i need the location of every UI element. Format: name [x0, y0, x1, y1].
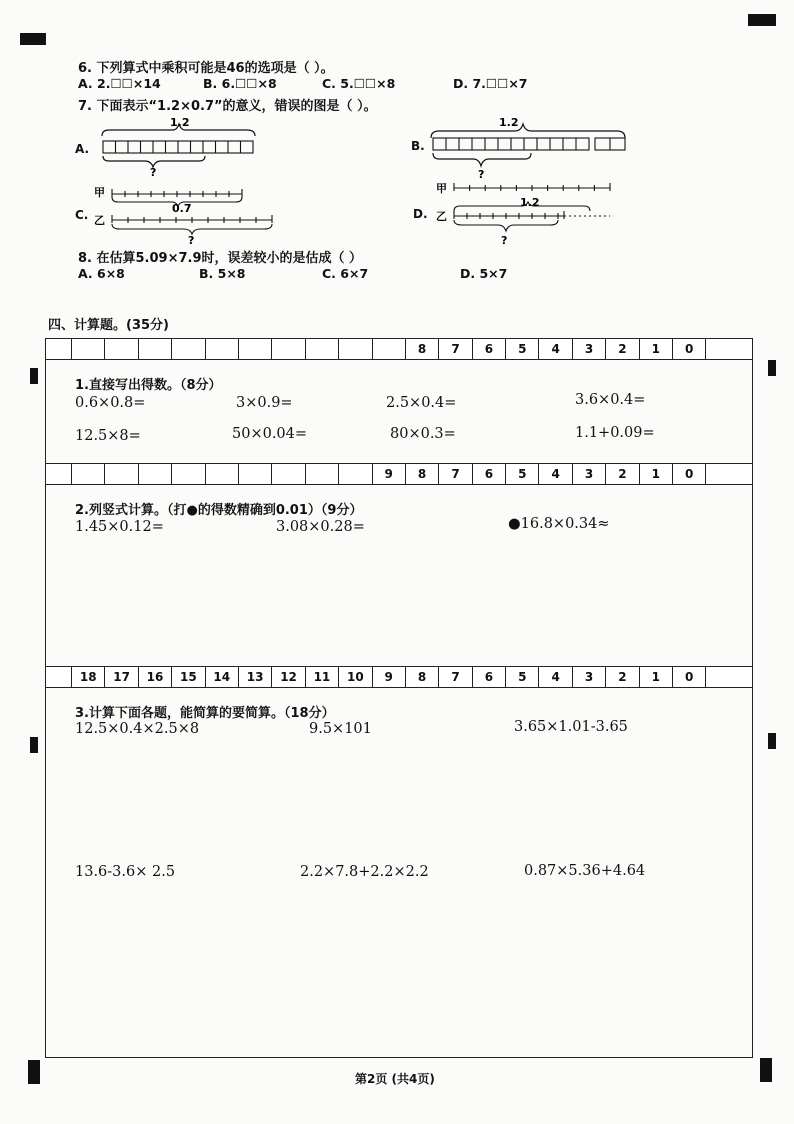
diagram-d	[434, 178, 624, 246]
score-cell[interactable]: 7	[439, 339, 472, 359]
diagram-c-line-jia	[112, 189, 242, 197]
score-cell[interactable]: 4	[539, 667, 572, 687]
score-cell[interactable]: 0	[673, 464, 706, 484]
part-3-expr-5: 2.2×7.8+2.2×2.2	[300, 864, 429, 880]
score-cell[interactable]	[706, 464, 739, 484]
registration-mark	[30, 737, 38, 753]
score-cell[interactable]	[339, 339, 372, 359]
score-cell[interactable]: 17	[105, 667, 138, 687]
part-1-expr-1: 0.6×0.8=	[75, 395, 146, 411]
diagram-b-units	[433, 138, 625, 150]
score-cell[interactable]: 8	[406, 464, 439, 484]
question-6-option-a: A. 2.☐☐×14	[78, 76, 161, 91]
diagram-d-line-jia	[454, 183, 610, 191]
part-1-expr-5: 12.5×8=	[75, 428, 141, 444]
question-6-option-b: B. 6.☐☐×8	[203, 76, 277, 91]
score-cell[interactable]: 7	[439, 464, 472, 484]
score-cell[interactable]: 16	[139, 667, 172, 687]
registration-mark	[768, 733, 776, 749]
diagram-c-yi-label: 乙	[94, 214, 105, 227]
score-cell[interactable]: 5	[506, 339, 539, 359]
diagram-d-mid-label: 1.2	[520, 196, 540, 209]
score-row-part-1	[46, 338, 752, 360]
score-cell[interactable]: 10	[339, 667, 372, 687]
score-cell[interactable]: 7	[439, 667, 472, 687]
score-cell[interactable]: 8	[406, 339, 439, 359]
section-4-title: 四、计算题。(35分)	[48, 318, 169, 333]
score-cell[interactable]	[206, 464, 239, 484]
diagram-a-top-label: 1.2	[170, 116, 190, 129]
diagram-b-top-label: 1.2	[499, 116, 519, 129]
score-cell[interactable]	[339, 464, 372, 484]
score-cell[interactable]	[306, 464, 339, 484]
score-cell[interactable]: 9	[373, 667, 406, 687]
question-6-option-d: D. 7.☐☐×7	[453, 76, 528, 91]
score-cell[interactable]	[72, 464, 105, 484]
diagram-c-jia-label: 甲	[94, 186, 105, 199]
question-6-stem: 6. 下列算式中乘积可能是46的选项是（ ）。	[78, 61, 334, 76]
diagram-c	[92, 182, 282, 246]
registration-mark	[30, 368, 38, 384]
score-cell[interactable]: 6	[473, 464, 506, 484]
score-cell[interactable]: 3	[573, 464, 606, 484]
part-3-expr-2: 9.5×101	[309, 721, 372, 737]
score-row-part-3	[46, 666, 752, 688]
diagram-a-units	[103, 141, 253, 153]
question-6-option-c: C. 5.☐☐×8	[322, 76, 396, 91]
registration-mark	[748, 14, 776, 26]
score-cell[interactable]	[706, 339, 739, 359]
part-1-expr-2: 3×0.9=	[236, 395, 293, 411]
option-c-label: C.	[75, 208, 89, 222]
score-cell[interactable]: 3	[573, 339, 606, 359]
score-cell[interactable]: 4	[539, 339, 572, 359]
option-b-label: B.	[411, 139, 425, 153]
score-cell[interactable]	[706, 667, 739, 687]
question-8-option-c: C. 6×7	[322, 266, 369, 281]
diagram-b	[427, 112, 637, 178]
question-8-option-d: D. 5×7	[460, 266, 508, 281]
score-cell[interactable]	[239, 339, 272, 359]
score-cell[interactable]	[105, 339, 138, 359]
score-cell[interactable]	[105, 464, 138, 484]
score-cell[interactable]	[46, 464, 72, 484]
page-number: 第2页 (共4页)	[355, 1072, 435, 1086]
score-cell[interactable]	[206, 339, 239, 359]
part-3-expr-6: 0.87×5.36+4.64	[524, 863, 646, 879]
score-cell[interactable]: 5	[506, 464, 539, 484]
part-1-expr-3: 2.5×0.4=	[386, 395, 457, 411]
question-8-option-b: B. 5×8	[199, 266, 246, 281]
registration-mark	[20, 33, 46, 45]
diagram-b-bottom-label: ?	[478, 168, 485, 178]
score-cell[interactable]: 2	[606, 339, 639, 359]
score-cell[interactable]: 4	[539, 464, 572, 484]
score-cell[interactable]	[373, 339, 406, 359]
score-cell[interactable]	[272, 339, 305, 359]
score-cell[interactable]: 1	[640, 667, 673, 687]
diagram-d-bottom-label: ?	[501, 234, 508, 246]
score-cell[interactable]: 0	[673, 667, 706, 687]
diagram-c-mid-label: 0.7	[172, 202, 192, 215]
part-3-title: 3.计算下面各题，能简算的要简算。（18分）	[75, 706, 335, 721]
question-8-option-a: A. 6×8	[78, 266, 125, 281]
score-row-part-2	[46, 463, 752, 485]
diagram-d-line-yi	[454, 211, 610, 219]
diagram-a	[95, 114, 265, 176]
score-cell[interactable]	[46, 667, 72, 687]
part-3-expr-4: 13.6-3.6× 2.5	[75, 864, 176, 880]
part-1-expr-4: 3.6×0.4=	[575, 392, 646, 408]
part-2-title: 2.列竖式计算。（打●的得数精确到0.01）（9分）	[75, 503, 363, 518]
part-3-expr-3: 3.65×1.01-3.65	[514, 719, 628, 735]
calculation-frame	[45, 338, 753, 1058]
option-a-label: A.	[75, 142, 90, 156]
score-cell[interactable]	[72, 339, 105, 359]
part-1-expr-8: 1.1+0.09=	[575, 425, 655, 441]
score-cell[interactable]: 6	[473, 339, 506, 359]
score-cell[interactable]: 6	[473, 667, 506, 687]
diagram-d-jia-label: 甲	[436, 182, 447, 195]
score-cell[interactable]: 18	[72, 667, 105, 687]
part-2-expr-1: 1.45×0.12=	[75, 519, 164, 535]
score-cell[interactable]: 15	[172, 667, 205, 687]
part-2-expr-2: 3.08×0.28=	[276, 519, 365, 535]
score-cell[interactable]: 12	[272, 667, 305, 687]
part-1-expr-6: 50×0.04=	[232, 426, 308, 442]
registration-mark	[28, 1060, 40, 1084]
diagram-c-bottom-label: ?	[188, 234, 195, 246]
score-cell[interactable]: 9	[373, 464, 406, 484]
score-cell[interactable]	[306, 339, 339, 359]
part-3-expr-1: 12.5×0.4×2.5×8	[75, 721, 200, 737]
score-cell[interactable]: 5	[506, 667, 539, 687]
registration-mark	[760, 1058, 772, 1082]
diagram-a-bottom-label: ?	[150, 166, 157, 176]
score-cell[interactable]: 2	[606, 667, 639, 687]
score-cell[interactable]: 1	[640, 464, 673, 484]
score-cell[interactable]: 8	[406, 667, 439, 687]
score-cell[interactable]	[172, 339, 205, 359]
score-cell[interactable]	[139, 464, 172, 484]
score-cell[interactable]	[46, 339, 72, 359]
score-cell[interactable]: 0	[673, 339, 706, 359]
score-cell[interactable]: 14	[206, 667, 239, 687]
diagram-d-yi-label: 乙	[436, 210, 447, 223]
registration-mark	[768, 360, 776, 376]
score-cell[interactable]	[139, 339, 172, 359]
score-cell[interactable]: 13	[239, 667, 272, 687]
question-7-stem: 7. 下面表示“1.2×0.7”的意义，错误的图是（ ）。	[78, 99, 377, 114]
score-cell[interactable]: 3	[573, 667, 606, 687]
score-cell[interactable]	[272, 464, 305, 484]
score-cell[interactable]: 11	[306, 667, 339, 687]
score-cell[interactable]	[239, 464, 272, 484]
part-1-expr-7: 80×0.3=	[390, 426, 456, 442]
part-1-title: 1.直接写出得数。（8分）	[75, 378, 222, 393]
option-d-label: D.	[413, 207, 428, 221]
score-cell[interactable]: 2	[606, 464, 639, 484]
question-8-stem: 8. 在估算5.09×7.9时，误差较小的是估成（ ）	[78, 251, 363, 266]
part-2-expr-3: ●16.8×0.34≈	[508, 516, 610, 532]
diagram-c-line-yi	[112, 215, 272, 223]
score-cell[interactable]	[172, 464, 205, 484]
score-cell[interactable]: 1	[640, 339, 673, 359]
